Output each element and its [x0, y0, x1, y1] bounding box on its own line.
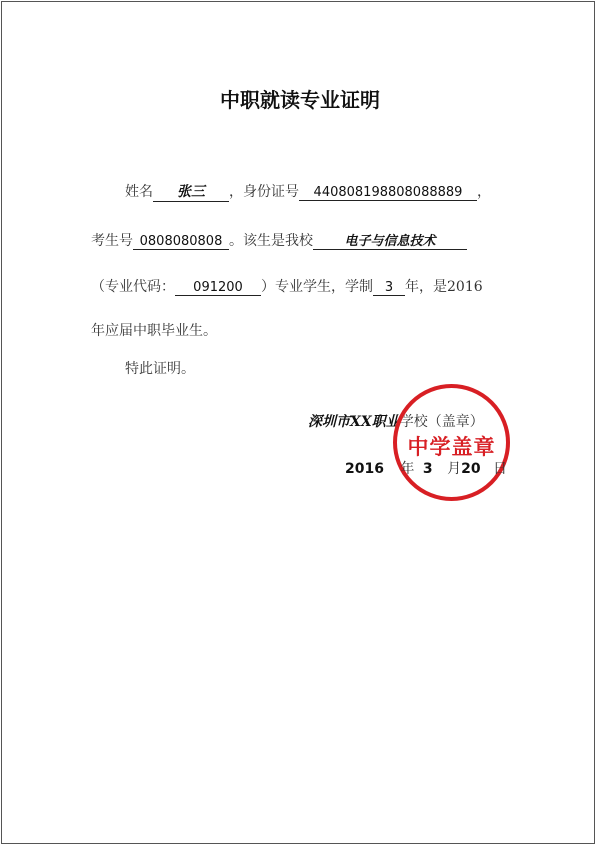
exam-label: 考生号	[91, 233, 133, 249]
exam-number: 0808080808	[133, 234, 229, 250]
official-seal	[393, 384, 510, 501]
date-line	[345, 458, 507, 478]
line1-end: ，	[477, 184, 491, 200]
id-number: 440808198808088889	[299, 185, 477, 201]
school-name: 深圳市XX职业	[308, 414, 400, 430]
school-suffix: 学校（盖章）	[399, 414, 484, 430]
certify-text: 特此证明。	[125, 361, 195, 377]
date-day-unit: 日	[493, 461, 508, 477]
student-name: 张三	[153, 181, 229, 202]
date-year-unit: 年	[400, 461, 415, 477]
line3-text1: ）专业学生，学制	[261, 279, 373, 295]
exam-major-line	[91, 230, 467, 250]
major-code-line	[91, 276, 483, 296]
name-label: 姓名	[125, 184, 153, 200]
document-title: 中职就读专业证明	[220, 88, 380, 112]
major-code: 091200	[175, 280, 261, 296]
certify-line	[125, 358, 195, 378]
line2-text: 。该生是我校	[229, 233, 313, 249]
name-id-line	[125, 181, 491, 202]
date-day: 20	[461, 461, 481, 477]
major-name: 电子与信息技术	[313, 230, 467, 250]
graduate-text: 年应届中职毕业生。	[91, 323, 217, 339]
code-open: （专业代码：	[91, 279, 175, 295]
id-label: ，身份证号	[229, 184, 299, 200]
study-years: 3	[373, 280, 405, 296]
line3-text2: 年，是2016	[405, 279, 483, 295]
graduate-line	[91, 320, 217, 340]
date-month-unit: 月	[447, 461, 462, 477]
date-year: 2016	[345, 461, 384, 477]
seal-text: 中学盖章	[407, 435, 496, 459]
date-month: 3	[422, 461, 433, 477]
